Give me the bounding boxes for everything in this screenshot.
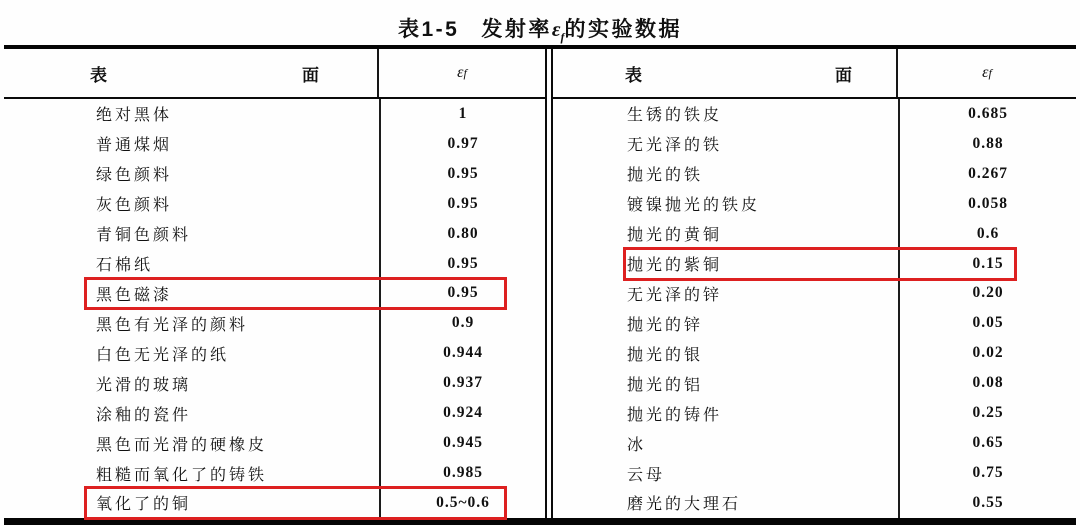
surface-cell: 抛光的紫铜 [627,257,723,275]
table-row [553,398,1076,428]
middle-double-divider [545,49,553,518]
emissivity-value-cell: 0.65 [898,428,1076,458]
table-row [4,189,545,219]
table-row [4,129,545,159]
surface-cell: 镀镍抛光的铁皮 [627,197,761,215]
emissivity-value-cell: 0.267 [898,159,1076,189]
emissivity-value-cell: 0.945 [379,428,545,458]
surface-cell: 抛光的银 [627,346,704,364]
epsilon-subscript: f [463,65,467,80]
emissivity-value-cell: 0.08 [898,368,1076,398]
surface-cell: 无光泽的锌 [627,286,723,304]
table-row [553,458,1076,488]
surface-cell: 抛光的铁 [627,167,704,185]
emissivity-value-cell: 0.95 [379,249,545,279]
epsilon-symbol: ε [551,17,561,41]
emissivity-value-cell: 0.95 [379,159,545,189]
surface-column-header [4,49,377,97]
surface-cell: 普通煤烟 [96,137,173,155]
table-row [4,219,545,249]
emissivity-value-cell: 0.685 [898,99,1076,129]
emissivity-value-cell: 0.97 [379,129,545,159]
table-row [4,338,545,368]
table-row [553,338,1076,368]
emissivity-table [4,45,1076,525]
surface-header-char2: 面 [302,65,319,85]
emissivity-value-cell: 0.95 [379,279,545,309]
table-row [553,428,1076,458]
emissivity-value-cell: 0.25 [898,398,1076,428]
left-rows-container [4,99,545,518]
surface-cell: 抛光的黄铜 [627,227,723,245]
surface-cell: 抛光的锌 [627,316,704,334]
table-row [4,308,545,338]
table-row [4,488,545,518]
surface-column-header [553,49,896,97]
table-number: 表1-5 [398,18,460,41]
epsilon-symbol: ε [982,64,989,81]
emissivity-value-cell: 0.5~0.6 [379,488,545,518]
emissivity-value-cell: 0.80 [379,219,545,249]
surface-cell: 绿色颜料 [96,167,173,185]
epsilon-subscript: f [988,65,992,80]
emissivity-value-cell: 0.944 [379,338,545,368]
table-row [553,189,1076,219]
surface-cell: 白色无光泽的纸 [96,346,230,364]
emissivity-value-cell: 0.937 [379,368,545,398]
emissivity-value-cell: 0.15 [898,249,1076,279]
table-row [4,428,545,458]
emissivity-value-cell: 0.924 [379,398,545,428]
surface-cell: 黑色磁漆 [96,286,173,304]
surface-cell: 云母 [627,466,666,484]
table-row [4,368,545,398]
table-row [553,129,1076,159]
surface-cell: 灰色颜料 [96,197,173,215]
surface-header-char1: 表 [625,65,642,85]
table-row [553,249,1076,279]
table-left-half [4,49,545,518]
surface-cell: 青铜色颜料 [96,227,192,245]
title-caption-post: 的实验数据 [564,18,682,41]
left-header-row [4,49,545,99]
table-row [4,159,545,189]
table-row [4,99,545,129]
emissivity-column-header [377,49,545,97]
table-row [4,249,545,279]
surface-cell: 光滑的玻璃 [96,376,192,394]
surface-cell: 涂釉的瓷件 [96,406,192,424]
emissivity-value-cell: 0.20 [898,279,1076,309]
table-row [4,398,545,428]
surface-cell: 粗糙而氧化了的铸铁 [96,466,268,484]
surface-cell: 生锈的铁皮 [627,107,723,125]
table-row [553,99,1076,129]
epsilon-subscript: f [560,30,565,45]
emissivity-value-cell: 0.985 [379,458,545,488]
surface-header-char2: 面 [835,65,852,85]
table-row [4,458,545,488]
surface-cell: 石棉纸 [96,257,154,275]
table-row [553,488,1076,518]
surface-cell: 绝对黑体 [96,107,173,125]
emissivity-value-cell: 0.95 [379,189,545,219]
epsilon-symbol: ε [457,64,464,81]
surface-cell: 冰 [627,436,647,454]
surface-header-char1: 表 [90,65,107,85]
emissivity-value-cell: 1 [379,99,545,129]
emissivity-value-cell: 0.88 [898,129,1076,159]
emissivity-value-cell: 0.6 [898,219,1076,249]
table-row [553,279,1076,309]
surface-cell: 抛光的铝 [627,376,704,394]
table-row [553,368,1076,398]
surface-cell: 抛光的铸件 [627,406,723,424]
table-right-half [553,49,1076,518]
surface-cell: 氧化了的铜 [96,496,192,514]
emissivity-column-header [896,49,1076,97]
emissivity-value-cell: 0.9 [379,308,545,338]
table-row [553,308,1076,338]
table-row [553,159,1076,189]
surface-cell: 磨光的大理石 [627,496,742,514]
right-rows-container [553,99,1076,518]
emissivity-value-cell: 0.058 [898,189,1076,219]
table-title [0,13,1080,45]
surface-cell: 黑色有光泽的颜料 [96,316,249,334]
surface-cell: 无光泽的铁 [627,137,723,155]
table-row [4,279,545,309]
emissivity-value-cell: 0.55 [898,488,1076,518]
right-header-row [553,49,1076,99]
surface-cell: 黑色而光滑的硬橡皮 [96,436,268,454]
emissivity-value-cell: 0.05 [898,308,1076,338]
table-row [553,219,1076,249]
emissivity-value-cell: 0.75 [898,458,1076,488]
emissivity-value-cell: 0.02 [898,338,1076,368]
title-caption-pre: 发射率 [481,18,552,41]
